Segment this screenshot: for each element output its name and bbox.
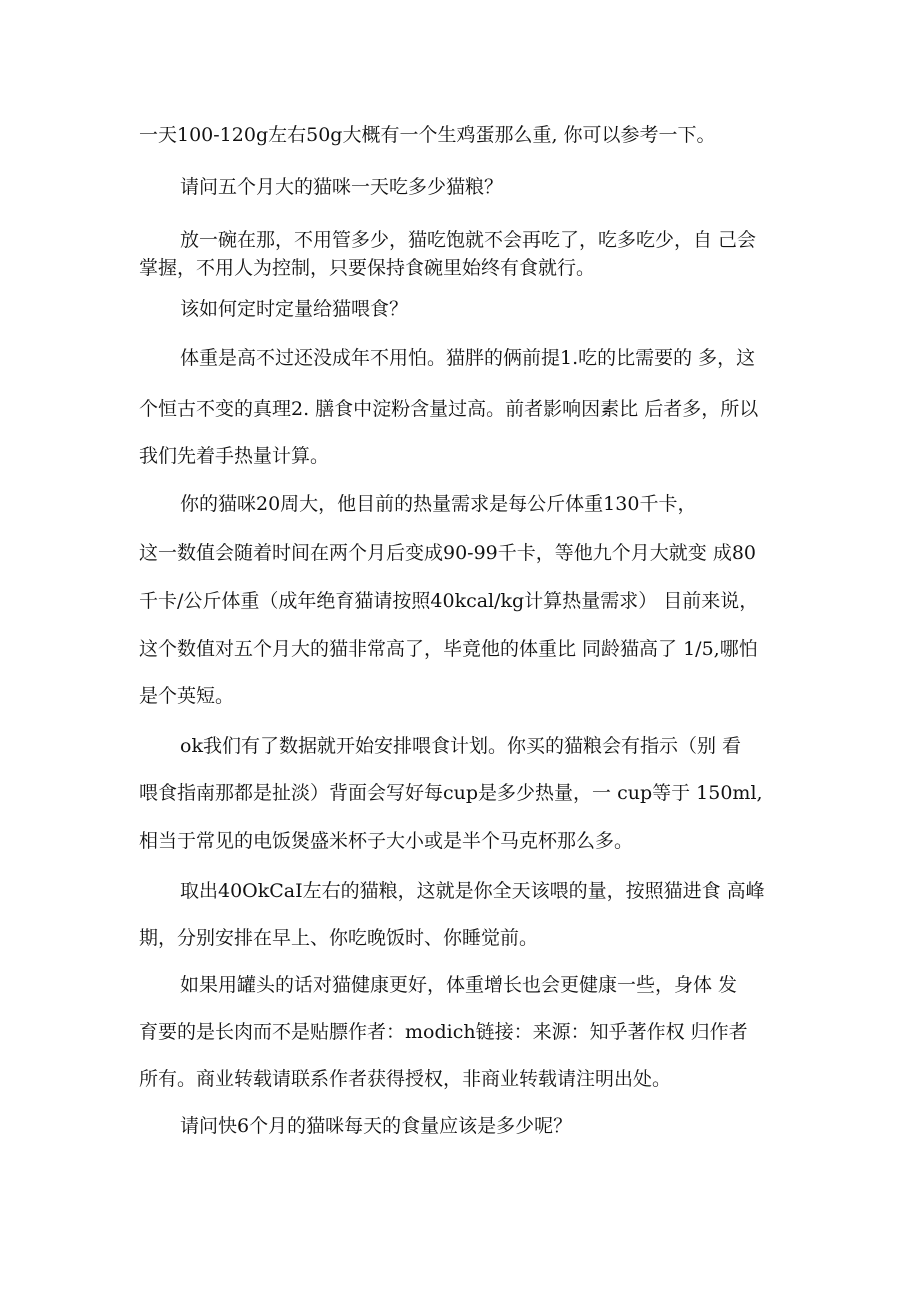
text-line: 我们先着手热量计算。 xyxy=(139,445,330,467)
text-line: 这个数值对五个月大的猫非常高了，毕竟他的体重比 同龄猫高了 1/5,哪怕 xyxy=(139,638,758,660)
text-line: ok我们有了数据就开始安排喂食计划。你买的猫粮会有指示（别 看 xyxy=(180,735,741,757)
text-line: 体重是高不过还没成年不用怕。猫胖的俩前提1.吃的比需要的 多，这 xyxy=(180,347,756,369)
question-heading: 该如何定时定量给猫喂食？ xyxy=(180,298,409,320)
text-line: 这一数值会随着时间在两个月后变成90-99千卡，等他九个月大就变 成80 xyxy=(139,542,756,564)
text-line: 一天100-120g左右50g大概有一个生鸡蛋那么重, 你可以参考一下。 xyxy=(139,124,716,146)
text-line: 千卡/公斤体重（成年绝育猫请按照40kcal/kg计算热量需求） 目前来说， xyxy=(139,590,759,612)
text-line: 取出40OkCaI左右的猫粮，这就是你全天该喂的量，按照猫进食 高峰 xyxy=(180,880,765,902)
text-line: 期，分别安排在早上、你吃晚饭时、你睡觉前。 xyxy=(139,927,539,949)
text-line: 育要的是长肉而不是贴膘作者：modich链接：来源：知乎著作权 归作者 xyxy=(139,1021,748,1043)
text-line: 如果用罐头的话对猫健康更好，体重增长也会更健康一些，身体 发 xyxy=(180,974,738,996)
text-line: 喂食指南那都是扯淡）背面会写好每cup是多少热量，一 cup等于 150ml, xyxy=(139,782,763,804)
text-line: 所有。商业转载请联系作者获得授权，非商业转载请注明出处。 xyxy=(139,1068,672,1090)
question-heading: 请问快6个月的猫咪每天的食量应该是多少呢？ xyxy=(180,1115,573,1137)
text-line: 放一碗在那，不用管多少，猫吃饱就不会再吃了，吃多吃少，自 己会 xyxy=(180,229,757,251)
question-heading: 请问五个月大的猫咪一天吃多少猫粮？ xyxy=(180,176,504,198)
text-line: 掌握，不用人为控制，只要保持食碗里始终有食就行。 xyxy=(139,257,596,279)
text-line: 个恒古不变的真理2. 膳食中淀粉含量过高。前者影响因素比 后者多，所以 xyxy=(139,398,759,420)
text-line: 相当于常见的电饭煲盛米杯子大小或是半个马克杯那么多。 xyxy=(139,830,634,852)
text-line: 是个英短。 xyxy=(139,685,235,707)
text-line: 你的猫咪20周大，他目前的热量需求是每公斤体重130千卡， xyxy=(180,493,697,515)
